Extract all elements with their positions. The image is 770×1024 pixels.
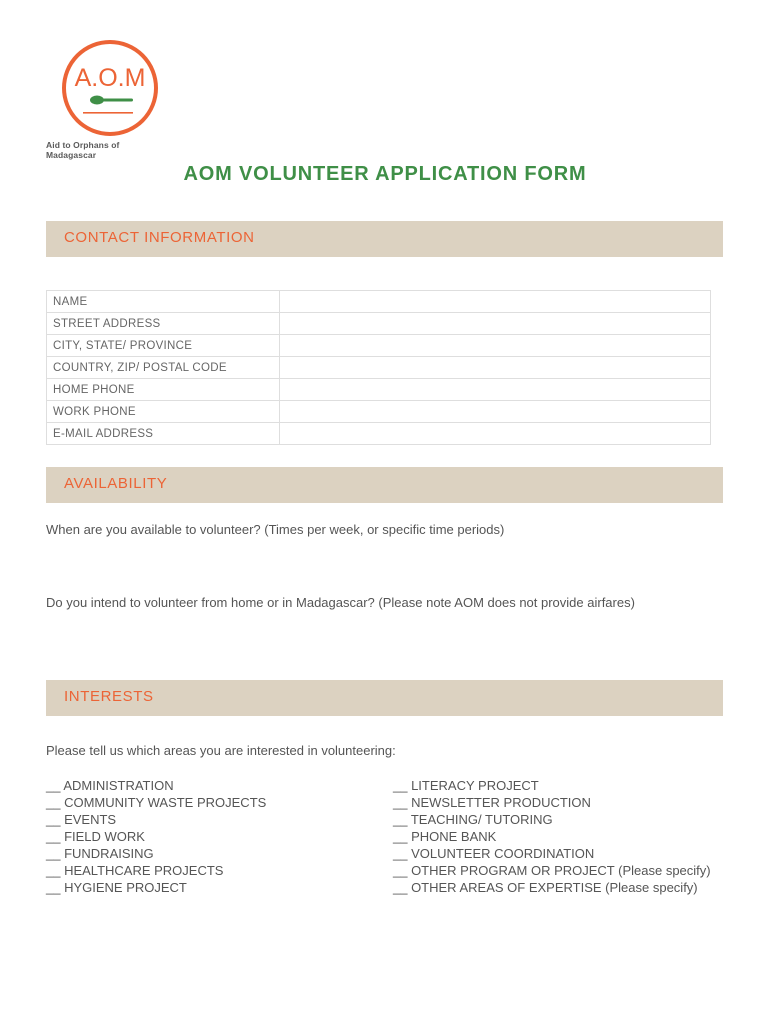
contact-field-label: STREET ADDRESS [47,313,280,335]
aom-logo-mark [55,40,165,140]
contact-field-value[interactable] [280,335,711,357]
logo-caption: Aid to Orphans of Madagascar [46,140,120,160]
contact-row [47,335,711,357]
contact-row [47,291,711,313]
logo-text: A.O.M [74,64,146,92]
interest-option[interactable]: __ TEACHING/ TUTORING [393,812,553,827]
page-title: AOM VOLUNTEER APPLICATION FORM [183,163,587,185]
interest-option[interactable]: __ FIELD WORK [46,829,145,844]
contact-row [47,401,711,423]
interest-option[interactable]: __ ADMINISTRATION [46,778,174,793]
interests-list-left [46,777,266,896]
interest-option[interactable]: __ OTHER AREAS OF EXPERTISE (Please specify) [393,880,698,895]
interest-option[interactable]: __ VOLUNTEER COORDINATION [393,846,595,861]
interest-option[interactable]: __ HYGIENE PROJECT [46,880,187,895]
contact-row [47,379,711,401]
aom-logo [46,40,170,160]
contact-field-label: CITY, STATE/ PROVINCE [47,335,280,357]
contact-field-label: COUNTRY, ZIP/ POSTAL CODE [47,357,280,379]
interests-section-header [46,680,723,716]
interest-option[interactable]: __ FUNDRAISING [46,846,154,861]
interests-list-right [393,777,711,896]
location-question: Do you intend to volunteer from home or in Madagascar? (Please note AOM does not provide airfares) [46,595,635,610]
contact-row [47,423,711,445]
contact-field-value[interactable] [280,401,711,423]
contact-section-header [46,221,723,257]
interest-option[interactable]: __ LITERACY PROJECT [393,778,539,793]
contact-field-label: WORK PHONE [47,401,280,423]
contact-field-value[interactable] [280,291,711,313]
interests-section-title: INTERESTS [64,688,154,705]
interest-option[interactable]: __ OTHER PROGRAM OR PROJECT (Please specify) [393,863,711,878]
contact-field-value[interactable] [280,313,711,335]
contact-field-label: HOME PHONE [47,379,280,401]
spoon-icon [90,96,133,105]
availability-section-header [46,467,723,503]
contact-field-value[interactable] [280,357,711,379]
availability-question: When are you available to volunteer? (Times per week, or specific time periods) [46,522,505,537]
contact-row [47,357,711,379]
contact-table [46,290,711,445]
contact-section-title: CONTACT INFORMATION [64,229,255,246]
interest-option[interactable]: __ HEALTHCARE PROJECTS [46,863,224,878]
contact-field-value[interactable] [280,423,711,445]
logo-underline [83,112,133,114]
interest-option[interactable]: __ COMMUNITY WASTE PROJECTS [46,795,267,810]
interest-option[interactable]: __ PHONE BANK [393,829,497,844]
contact-row [47,313,711,335]
interests-prompt: Please tell us which areas you are interested in volunteering: [46,743,396,758]
contact-field-label: E-MAIL ADDRESS [47,423,280,445]
availability-section-title: AVAILABILITY [64,475,168,492]
contact-field-label: NAME [47,291,280,313]
interest-option[interactable]: __ NEWSLETTER PRODUCTION [393,795,591,810]
interest-option[interactable]: __ EVENTS [46,812,117,827]
contact-field-value[interactable] [280,379,711,401]
